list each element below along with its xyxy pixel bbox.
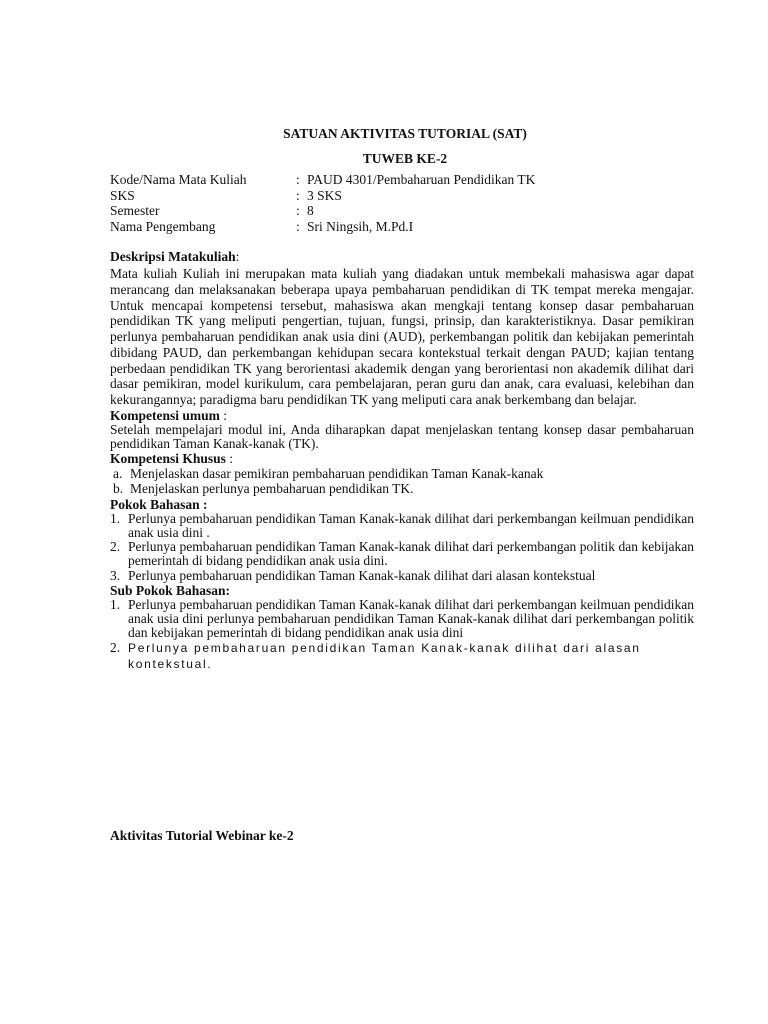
list-item-text: Perlunya pembaharuan pendidikan Taman Kanak-kanak dilihat dari alasan kontekstual — [128, 567, 596, 583]
kompetensi-umum-heading-suffix: : — [219, 407, 228, 423]
list-item — [110, 598, 694, 640]
course-info-label: SKS — [110, 187, 135, 203]
list-item — [110, 466, 694, 482]
list-marker: 1. — [110, 510, 121, 526]
list-item-text: Menjelaskan dasar pemikiran pembaharuan pendidikan Taman Kanak-kanak — [130, 465, 544, 481]
document-body — [110, 249, 694, 672]
list-marker: a. — [113, 465, 123, 481]
kompetensi-umum-heading-text: Kompetensi umum — [110, 407, 220, 423]
course-info-table — [110, 172, 670, 234]
kompetensi-khusus-list — [110, 466, 694, 497]
aktivitas-tutorial-heading: Aktivitas Tutorial Webinar ke-2 — [110, 828, 294, 843]
list-marker: 1. — [110, 597, 121, 613]
deskripsi-heading-suffix: : — [235, 249, 240, 264]
kompetensi-umum-text: Setelah mempelajari modul ini, Anda diharapkan dapat menjelaskan tentang konsep dasar pembaharuan pendidikan Taman Kanak-kanak (TK). — [110, 421, 694, 451]
list-item — [110, 481, 694, 497]
list-item-text: Perlunya pembaharuan pendidikan Taman Kanak-kanak dilihat dari perkembangan keilmuan pendidikan anak usia dini perlunya pembaharuan pendidikan Taman Kanak-kanak dilihat dari perkembangan politik dan kebijakan pemerintah di bidang pendidikan anak usia dini — [128, 597, 694, 641]
course-info-colon: : — [296, 203, 300, 218]
course-info-value: PAUD 4301/Pembaharuan Pendidikan TK — [307, 172, 536, 187]
course-info-label: Kode/Nama Mata Kuliah — [110, 172, 247, 187]
kompetensi-khusus-heading-suffix: : — [225, 450, 234, 466]
kompetensi-khusus-heading-text: Kompetensi Khusus — [110, 450, 226, 466]
course-info-label: Nama Pengembang — [110, 218, 216, 234]
document-title: SATUAN AKTIVITAS TUTORIAL (SAT) — [283, 126, 527, 141]
course-info-value: Sri Ningsih, M.Pd.I — [307, 218, 414, 234]
list-item-text: Menjelaskan perlunya pembaharuan pendidikan TK. — [130, 481, 414, 497]
course-info-row-semester — [110, 203, 670, 219]
document-subtitle: TUWEB KE-2 — [362, 151, 448, 166]
pokok-bahasan-list — [110, 512, 694, 584]
kompetensi-umum-heading — [110, 408, 694, 423]
course-info-colon: : — [296, 218, 300, 234]
list-item — [110, 540, 694, 568]
list-item-text: Perlunya pembaharuan pendidikan Taman Kanak-kanak dilihat dari perkembangan keilmuan pendidikan anak usia dini . — [128, 510, 694, 540]
course-info-row-kode — [110, 172, 670, 188]
pokok-bahasan-heading: Pokok Bahasan : — [110, 496, 208, 512]
list-item — [110, 568, 694, 584]
list-item — [110, 512, 694, 540]
course-info-value: 3 SKS — [307, 187, 342, 203]
list-marker: 2. — [110, 538, 121, 554]
list-item-text: Perlunya pembaharuan pendidikan Taman Kanak-kanak dilihat dari perkembangan politik dan kebijakan pemerintah di bidang pendidikan anak usia dini. — [128, 538, 694, 568]
course-info-row-sks — [110, 188, 670, 204]
deskripsi-heading — [110, 249, 694, 264]
list-marker: b. — [113, 481, 124, 497]
sub-pokok-bahasan-list — [110, 598, 694, 672]
list-marker: 3. — [110, 567, 121, 583]
course-info-row-pengembang — [110, 219, 670, 235]
course-info-colon: : — [296, 172, 300, 187]
list-marker: 2. — [110, 640, 121, 656]
list-item-text: Perlunya pembaharuan pendidikan Taman Kanak-kanak dilihat dari alasan kontekstual. — [128, 641, 641, 672]
deskripsi-heading-text: Deskripsi Matakuliah — [110, 249, 236, 264]
course-info-colon: : — [296, 187, 300, 203]
course-info-value: 8 — [307, 203, 314, 218]
list-item — [110, 640, 694, 672]
deskripsi-text: Mata kuliah Kuliah ini merupakan mata kuliah yang diadakan untuk membekali mahasiswa agar dapat merancang dan melaksanakan beberapa upaya pembaharuan pendidikan di TK tempat mereka mengajar. Untuk mencapai kompetensi tersebut, mahasiswa akan mengkaji tentang konsep dasar pembaharuan pendidikan TK yang meliputi pengertian, tujuan, fungsi, prinsip, dan karakteristiknya. Dasar pemikiran perlunya pembaharuan pendidikan anak usia dini (AUD), perkembangan politik dan kebijakan pemerintah dibidang PAUD, dan perkembangan kehidupan secara kontekstual terkait dengan PAUD; kajian tentang perbedaan pendidikan TK yang berorientasi akademik dengan yang berorientasi non akademik dilihat dari dasar pemikiran, model kurikulum, cara pembelajaran, peran guru dan anak, cara evaluasi, kelebihan dan kekurangannya; paradigma baru pendidikan TK yang meliputi cara anak berkembang dan belajar. — [110, 266, 694, 407]
course-info-label: Semester — [110, 203, 160, 218]
sub-pokok-bahasan-heading: Sub Pokok Bahasan: — [110, 583, 231, 599]
kompetensi-khusus-heading — [110, 451, 694, 466]
